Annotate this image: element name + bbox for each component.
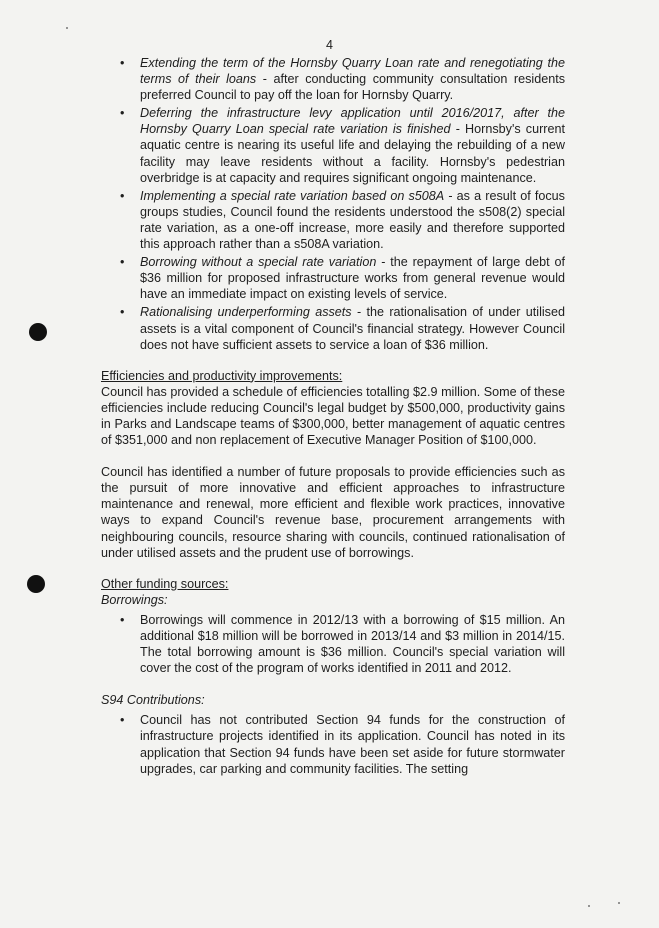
list-item xyxy=(101,55,565,103)
item-lead: Extending the term of the Hornsby Quarry Loan rate and renegotiating the terms of their loans xyxy=(140,56,565,87)
item-lead: Deferring the infrastructure levy application until 2016/2017, after the Hornsby Quarry Loan special rate variation is finished xyxy=(140,106,565,137)
efficiencies-heading: Efficiencies and productivity improvements: xyxy=(101,368,343,383)
borrowings-subheading: Borrowings: xyxy=(101,592,168,607)
item-body: - the repayment of large debt of $36 million for proposed infrastructure works from general revenue would have an immediate impact on existing levels of service. xyxy=(140,255,565,302)
main-content xyxy=(101,55,565,777)
item-body: - the rationalisation of under utilised assets is a vital component of Council's financial strategy. However Council does not have sufficient assets to service a loan of $36 million. xyxy=(140,305,565,352)
borrowings-list xyxy=(101,612,565,676)
alternatives-list xyxy=(101,55,565,353)
list-item xyxy=(101,304,565,352)
page-number: 4 xyxy=(326,38,333,52)
list-item xyxy=(101,254,565,302)
scan-speck xyxy=(66,27,68,29)
list-item xyxy=(101,188,565,252)
item-lead: Rationalising underperforming assets xyxy=(140,305,352,320)
scan-speck xyxy=(588,905,590,907)
item-body: - Hornsby's current aquatic centre is nearing its useful life and delaying the rebuilding of a new facility may leave residents without a facility. Hornsby's pedestrian overbridge is at capacity and requires significant ongoing maintenance. xyxy=(140,122,565,185)
punch-hole-bottom xyxy=(27,575,45,593)
list-item xyxy=(101,105,565,185)
list-item: • Borrowings will commence in 2012/13 with a borrowing of $15 million. An additional $18 million will be borrowed in 2013/14 and $3 million in 2014/15. The total borrowing amount is $36 million. Council's special variation will cover the cost of the program of works identified in 2011 and 2012. xyxy=(101,612,565,676)
item-lead: Implementing a special rate variation based on s508A xyxy=(140,188,445,203)
item-lead: Borrowing without a special rate variation xyxy=(140,255,377,270)
s94-list xyxy=(101,712,565,776)
s94-subheading: S94 Contributions: xyxy=(101,693,205,708)
item-body: - as a result of focus groups studies, Council found the residents understood the s508(2) special rate variation, as a one-off increase, more easily and therefore supported this approach rather than a s508A variation. xyxy=(140,188,565,252)
list-item: • Council has not contributed Section 94 funds for the construction of infrastructure projects identified in its application. Council has noted in its application that Section 94 funds have been set aside for future stormwater upgrades, car parking and community facilities. The setting xyxy=(101,712,565,776)
item-body: - after conducting community consultation residents preferred Council to pay off the loan for Hornsby Quarry. xyxy=(140,72,566,103)
other-funding-heading: Other funding sources: xyxy=(101,576,229,591)
efficiencies-paragraph-1: Council has provided a schedule of efficiencies totalling $2.9 million. Some of these efficiencies include reducing Council's legal budget by $500,000, productivity gains in Parks and Landscape teams of $300,000, better management of aquatic centres of $351,000 and non replacement of Executive Manager Position of $100,000. xyxy=(101,384,565,448)
punch-hole-top xyxy=(29,323,47,341)
efficiencies-paragraph-2: Council has identified a number of future proposals to provide efficiencies such as the pursuit of more innovative and efficient approaches to infrastructure maintenance and renewal, more efficient and flexible work practices, innovative ways to expand Council's revenue base, procurement arrangements with neighbouring councils, resource sharing with councils, continued rationalisation of under utilised assets and the prudent use of borrowings. xyxy=(101,465,565,560)
scan-speck xyxy=(618,902,620,904)
